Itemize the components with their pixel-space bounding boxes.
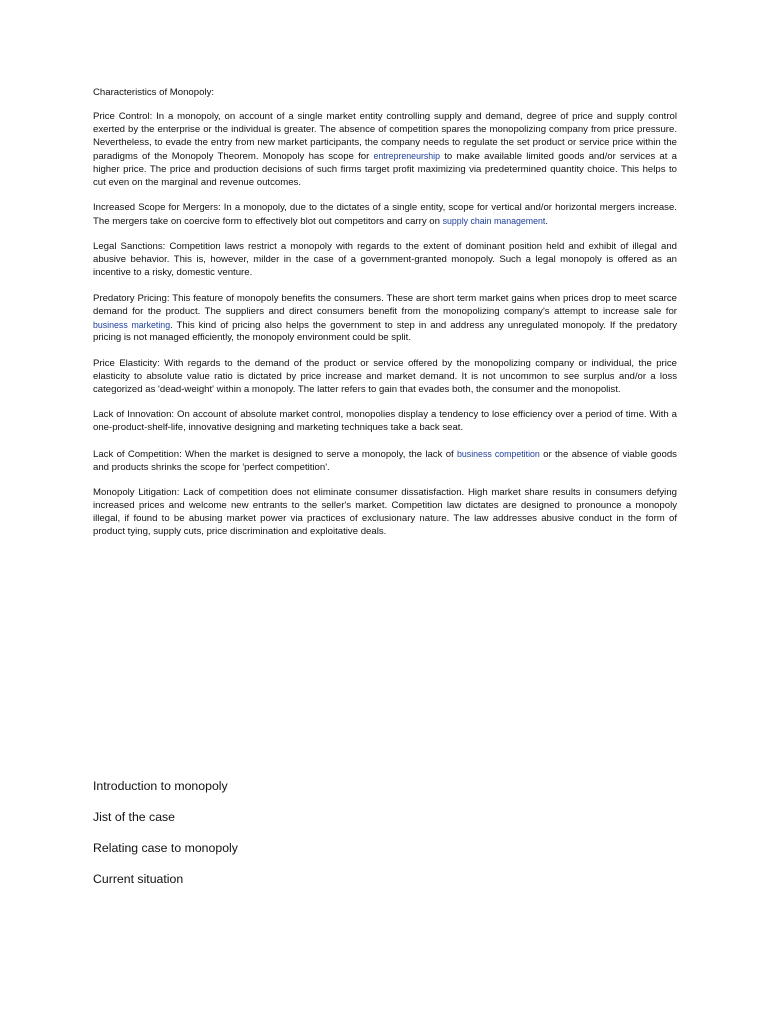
paragraph-lack-of-competition <box>93 448 677 475</box>
text-price-control-2: to make available limited goods and/or services at a higher price. The price and production decisions of such firms target profit maximizing via predetermined quantity choice. This helps to cut even on the marginal and revenue outcomes. <box>93 150 677 188</box>
link-entrepreneurship[interactable]: entrepreneurship <box>373 150 441 161</box>
text-legal-sanctions: Competition laws restrict a monopoly with regards to the extent of dominant position held and exhibit of illegal and abusive behavior. This is, however, milder in the case of a government-granted monopoly. Such a legal monopoly is offered as an incentive to a risky, domestic venture. <box>93 241 677 279</box>
outline-item-introduction: Introduction to monopoly <box>93 779 228 793</box>
outline-item-current-situation: Current situation <box>93 872 184 886</box>
outline-list <box>93 778 238 902</box>
link-business-competition[interactable]: business competition <box>457 448 540 459</box>
heading-price-elasticity: Price Elasticity: <box>93 357 160 369</box>
text-predatory-pricing-1: This feature of monopoly benefits the consumers. These are short term market gains when prices drop to meet scarce demand for the product. The suppliers and direct consumers benefit from the monopolizing company's attempt to increase sale for <box>93 292 678 317</box>
text-monopoly-litigation: Lack of competition does not eliminate consumer dissatisfaction. High market share results in consumers defying increased prices and welcome new entrants to the seller's market. Competition law dictates are designed to pronounce a monopoly illegal, if found to be abusing market power via practices of exclusionary nature. The law addresses abusive conduct in the form of product tying, supply cuts, price discrimination and exploitative deals. <box>93 487 677 537</box>
heading-lack-of-competition: Lack of Competition: <box>93 448 182 460</box>
heading-price-control: Price Control: <box>93 111 153 122</box>
heading-lack-of-innovation: Lack of Innovation: <box>93 409 175 421</box>
text-mergers-1: In a monopoly, due to the dictates of a single entity, scope for vertical and/or horizontal mergers increase. The mergers take on coercive form to effectively blot out competitors and carry on <box>93 202 677 227</box>
paragraph-lack-of-innovation <box>93 409 677 435</box>
heading-legal-sanctions: Legal Sanctions: <box>93 241 166 253</box>
document-body <box>93 86 677 551</box>
paragraph-monopoly-litigation <box>93 487 677 539</box>
document-title: Characteristics of Monopoly: <box>93 87 215 98</box>
paragraph-price-control <box>93 111 677 189</box>
paragraph-price-elasticity <box>93 358 677 397</box>
paragraph-predatory-pricing <box>93 293 677 346</box>
text-price-elasticity: With regards to the demand of the product or service offered by the monopolizing company or individual, the price elasticity to absolute value ratio is dictated by price increase and market demand. It is not uncommon to see surplus and/or a loss categorized as 'dead-weight' within a monopoly. The latter refers to gain that evades both, the consumer and the monopolist. <box>93 357 677 395</box>
text-lack-of-competition-2: or the absence of viable goods and products shrinks the scope for 'perfect competition'. <box>93 448 677 473</box>
text-lack-of-innovation: On account of absolute market control, monopolies display a tendency to lose efficiency over a period of time. With a one-product-shelf-life, innovative designing and marketing techniques take a back seat. <box>93 409 677 434</box>
text-predatory-pricing-2: . This kind of pricing also helps the government to step in and address any unregulated monopoly. If the predatory pricing is not managed efficiently, the monopoly environment could be split. <box>93 319 677 344</box>
heading-predatory-pricing: Predatory Pricing: <box>93 292 170 304</box>
heading-mergers: Increased Scope for Mergers: <box>93 202 221 214</box>
link-supply-chain-management[interactable]: supply chain management <box>442 215 546 226</box>
paragraph-mergers <box>93 202 677 229</box>
text-lack-of-competition-1: When the market is designed to serve a monopoly, the lack of <box>181 448 458 460</box>
text-price-control-1: In a monopoly, on account of a single market entity controlling supply and demand, degree of price and supply control exerted by the enterprise or the individual is greater. The absence of competition spares the monopolizing company from price pressure. Nevertheless, to evade the entry from new market participants, the company needs to regulate the set product or service price within the paradigms of the Monopoly Theorem. Monopoly has scope for <box>93 111 677 162</box>
text-mergers-2: . <box>545 215 548 227</box>
outline-item-relating-case: Relating case to monopoly <box>93 841 238 855</box>
paragraph-legal-sanctions <box>93 241 677 280</box>
link-business-marketing[interactable]: business marketing <box>93 319 171 330</box>
heading-monopoly-litigation: Monopoly Litigation: <box>93 487 180 499</box>
outline-item-jist: Jist of the case <box>93 810 176 824</box>
